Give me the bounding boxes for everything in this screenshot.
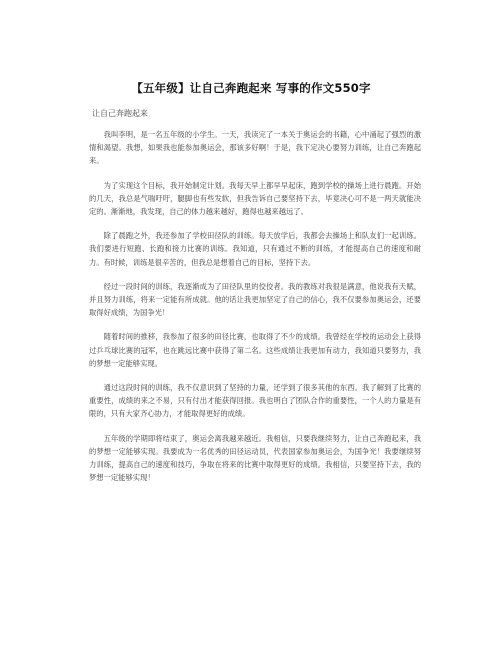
paragraph: 为了实现这个目标，我开始制定计划。我每天早上都早早起床，跑到学校的操场上进行晨跑。开始的几天，我总是气喘吁吁，腿脚也有些发软，但我告诉自己要坚持下去，毕竟决心可不是一两天就能决定的。渐渐地，我发现，自己的体力越来越好，跑得也越来越远了。 [89, 180, 421, 217]
document-subtitle: 让自己奔跑起来 [92, 109, 148, 118]
paragraph: 除了晨跑之外，我还参加了学校田径队的训练。每天放学后，我都会去操场上和队友们一起训练。我们要进行短跑、长跑和接力比赛的训练。我知道，只有通过不断的训练，才能提高自己的速度和耐力。有时候，训练是很辛苦的，但我总是想着自己的目标，坚持下去。 [89, 231, 421, 267]
document-body [89, 128, 421, 495]
paragraph: 随着时间的推移，我参加了很多的田径比赛，也取得了不少的成绩。我曾经在学校的运动会上获得过乒乓球比赛的冠军，也在跳远比赛中获得了第二名。这些成绩让我更加有动力，我知道只要努力，我的梦想一定能够实现。 [89, 332, 421, 368]
document-title: 【五年级】让自己奔跑起来 写事的作文550字 [131, 81, 371, 95]
paragraph: 五年级的学期即将结束了，奥运会离我越来越近。我相信，只要我继续努力，让自己奔跑起来，我的梦想一定能够实现。我要成为一名优秀的田径运动员，代表国家参加奥运会，为国争光！我要继续努力训练，提高自己的速度和技巧，争取在将来的比赛中取得更好的成绩。我相信，只要坚持下去，我的梦想一定能够实现！ [89, 433, 421, 483]
paragraph: 经过一段时间的训练，我逐渐成为了田径队里的佼佼者。我的教练对我很是满意，他说我有天赋，并且努力训练，将来一定能有所成就。他的话让我更加坚定了自己的信心，我不仅要参加奥运会，还要取得好成绩，为国争光！ [89, 281, 421, 318]
paragraph: 我叫李明，是一名五年级的小学生。一天，我读完了一本关于奥运会的书籍，心中涌起了强烈的激情和渴望。我想，如果我也能参加奥运会，那该多好啊！于是，我下定决心要努力训练，让自己奔跑起来。 [89, 130, 421, 166]
paragraph: 通过这段时间的训练，我不仅意识到了坚持的力量，还学到了很多其他的东西。我了解到了比赛的重要性，成绩的来之不易，只有付出才能获得回报。我也明白了团队合作的重要性，一个人的力量是有限的，只有大家齐心协力，才能取得更好的成绩。 [89, 383, 421, 419]
